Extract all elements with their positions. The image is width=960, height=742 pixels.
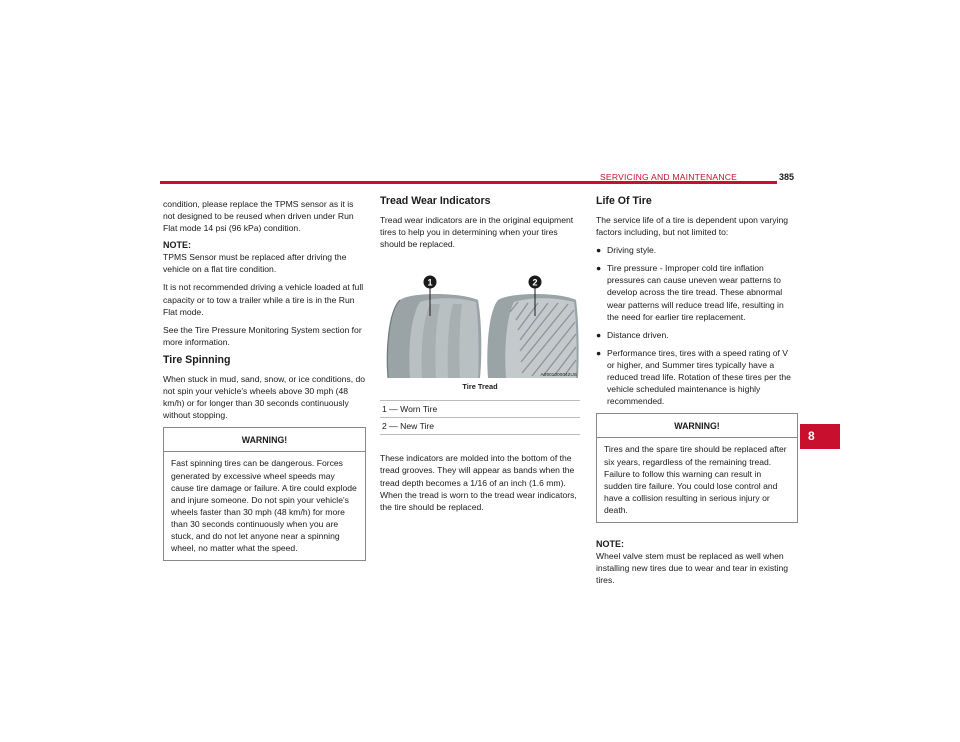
list-item: ● Distance driven.: [596, 329, 669, 340]
warning-box: [163, 427, 366, 561]
list-item: ● Driving style.: [596, 245, 657, 256]
warning-title: WARNING!: [597, 414, 797, 438]
warning-text: Tires and the spare tire should be replaced after six years, regardless of the remaining tread. Failure to follow this warning can result in sudden tire failure. You could lose control and have a collision resulting in serious injury or death.: [604, 444, 787, 515]
bullet-icon: ●: [596, 347, 602, 358]
paragraph: Tread wear indicators are in the original equipment tires to help you in determining when your tires should be replaced.: [380, 215, 574, 250]
legend-item-new-tire: 2 — New Tire: [380, 417, 580, 435]
factor-list: [596, 244, 798, 407]
note-text: TPMS Sensor must be replaced after driving the vehicle on a flat tire condition.: [163, 252, 347, 275]
intro-paragraph: condition, please replace the TPMS sensor as it is not designed to be reused when driven under Run Flat mode 14 psi (96 kPa) condition.: [163, 199, 354, 234]
column-2: [380, 195, 580, 519]
tire-tread-figure: [380, 272, 580, 379]
bullet-icon: ●: [596, 329, 602, 340]
page-number: 385: [779, 172, 795, 182]
column-3: [596, 195, 798, 592]
paragraph: It is not recommended driving a vehicle loaded at full capacity or to tow a trailer while a tire is in the Run Flat mode.: [163, 282, 364, 317]
warning-text: Fast spinning tires can be dangerous. Forces generated by excessive wheel speeds may cause tire damage or failure. A tire could explode and injure someone. Do not spin your vehicle's wheels faster than 30 mph (48 km/h) for more than 30 seconds continuously when you are stuck, and do not let anyone near a spinning wheel, no matter what the speed.: [171, 458, 357, 554]
column-1: [163, 198, 366, 561]
paragraph: The service life of a tire is dependent upon varying factors including, but not limited to:: [596, 215, 789, 238]
warning-box: [596, 413, 798, 523]
callout-1-label: 1: [427, 277, 433, 288]
section-tab-number: 8: [808, 429, 815, 443]
bullet-icon: ●: [596, 245, 602, 256]
paragraph: These indicators are molded into the bottom of the tread grooves. They will appear as bands when the tread depth becomes a 1/16 of an inch (1.6 mm). When the tread is worn to the tread wear indicators, the tire should be replaced.: [380, 453, 577, 512]
warning-title: WARNING!: [164, 428, 365, 452]
section-heading-tread-wear: Tread Wear Indicators: [380, 195, 491, 207]
list-item: ● Performance tires, tires with a speed rating of V or higher, and Summer tires typically have a reduced tread life. Rotation of these tires per the vehicle scheduled maintenance is highly recommended.: [596, 347, 791, 407]
note-label: NOTE:: [596, 538, 624, 549]
list-item: ● Tire pressure - Improper cold tire inflation pressures can cause uneven wear patterns to develop across the tire tread. These abnormal wear patterns will reduce tread life, resulting in the need for earlier tire replacement.: [596, 263, 784, 322]
callout-2-label: 2: [532, 277, 538, 288]
note-text: Wheel valve stem must be replaced as well when installing new tires due to wear and tear in existing tires.: [596, 550, 789, 586]
bullet-icon: ●: [596, 263, 602, 274]
section-tab: [800, 424, 840, 449]
legend-item-worn-tire: 1 — Worn Tire: [380, 400, 580, 417]
tire-tread-illustration: [380, 272, 580, 379]
paragraph: See the Tire Pressure Monitoring System section for more information.: [163, 324, 362, 347]
image-code: A0901000042US: [540, 373, 577, 379]
new-tire-graphic: [487, 294, 578, 378]
header-title: SERVICING AND MAINTENANCE: [600, 172, 738, 182]
section-heading-life-of-tire: Life Of Tire: [596, 195, 652, 207]
section-heading-tire-spinning: Tire Spinning: [163, 353, 231, 366]
figure-caption: Tire Tread: [462, 382, 498, 392]
worn-tire-graphic: [387, 294, 481, 378]
note-label: NOTE:: [163, 240, 191, 251]
paragraph: When stuck in mud, sand, snow, or ice conditions, do not spin your vehicle's wheels above 30 mph (48 km/h) or for longer than 30 seconds continuously without stopping.: [163, 373, 366, 421]
